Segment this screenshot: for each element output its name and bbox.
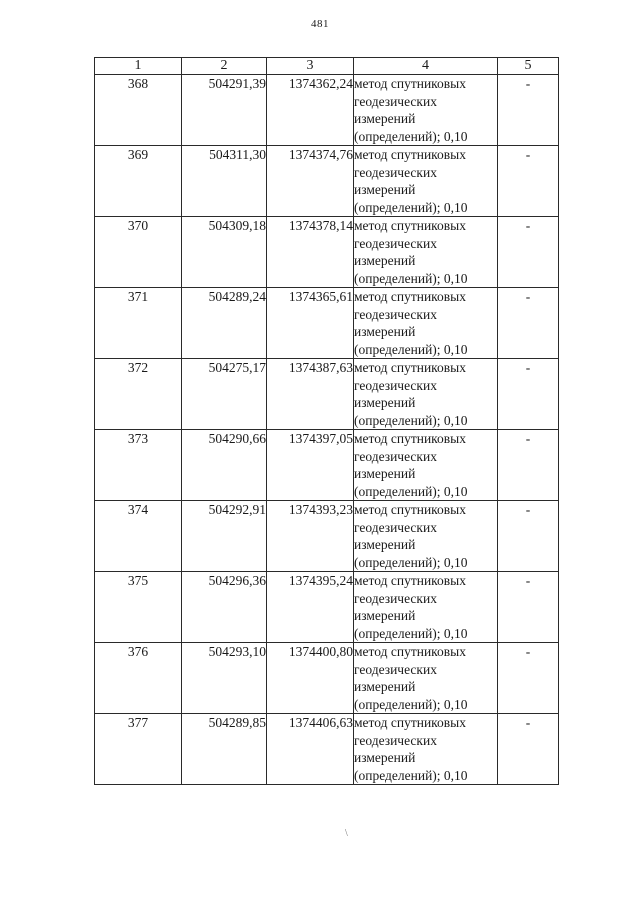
- point-number-cell: 376: [95, 643, 182, 714]
- y-coordinate-cell: 1374400,80: [267, 643, 354, 714]
- x-coordinate-cell: 504291,39: [182, 75, 267, 146]
- y-coordinate-cell: 1374365,61: [267, 288, 354, 359]
- method-cell: метод спутниковых геодезических измерений (определений); 0,10: [354, 714, 498, 785]
- table-row: [95, 359, 559, 430]
- point-number-cell: 371: [95, 288, 182, 359]
- point-number-cell: 372: [95, 359, 182, 430]
- note-cell: -: [498, 288, 559, 359]
- column-header-2: 2: [182, 58, 267, 75]
- table-row: [95, 643, 559, 714]
- table-row: [95, 75, 559, 146]
- x-coordinate-cell: 504309,18: [182, 217, 267, 288]
- point-number-cell: 377: [95, 714, 182, 785]
- table-row: [95, 572, 559, 643]
- method-cell: метод спутниковых геодезических измерений (определений); 0,10: [354, 146, 498, 217]
- note-cell: -: [498, 714, 559, 785]
- y-coordinate-cell: 1374374,76: [267, 146, 354, 217]
- y-coordinate-cell: 1374362,24: [267, 75, 354, 146]
- column-header-3: 3: [267, 58, 354, 75]
- method-cell: метод спутниковых геодезических измерений (определений); 0,10: [354, 359, 498, 430]
- point-number-cell: 370: [95, 217, 182, 288]
- x-coordinate-cell: 504292,91: [182, 501, 267, 572]
- note-cell: -: [498, 501, 559, 572]
- point-number-cell: 374: [95, 501, 182, 572]
- note-cell: -: [498, 643, 559, 714]
- x-coordinate-cell: 504289,85: [182, 714, 267, 785]
- y-coordinate-cell: 1374393,23: [267, 501, 354, 572]
- point-number-cell: 373: [95, 430, 182, 501]
- table-row: [95, 146, 559, 217]
- x-coordinate-cell: 504311,30: [182, 146, 267, 217]
- note-cell: -: [498, 146, 559, 217]
- method-cell: метод спутниковых геодезических измерений (определений); 0,10: [354, 501, 498, 572]
- note-cell: -: [498, 430, 559, 501]
- point-number-cell: 375: [95, 572, 182, 643]
- table-row: [95, 430, 559, 501]
- y-coordinate-cell: 1374378,14: [267, 217, 354, 288]
- column-header-4: 4: [354, 58, 498, 75]
- note-cell: -: [498, 572, 559, 643]
- table-row: [95, 501, 559, 572]
- y-coordinate-cell: 1374397,05: [267, 430, 354, 501]
- column-header-5: 5: [498, 58, 559, 75]
- point-number-cell: 369: [95, 146, 182, 217]
- point-number-cell: 368: [95, 75, 182, 146]
- y-coordinate-cell: 1374395,24: [267, 572, 354, 643]
- coordinates-table: [94, 57, 559, 785]
- note-cell: -: [498, 75, 559, 146]
- x-coordinate-cell: 504289,24: [182, 288, 267, 359]
- x-coordinate-cell: 504296,36: [182, 572, 267, 643]
- table-header-row: [95, 58, 559, 75]
- y-coordinate-cell: 1374387,63: [267, 359, 354, 430]
- x-coordinate-cell: 504290,66: [182, 430, 267, 501]
- method-cell: метод спутниковых геодезических измерений (определений); 0,10: [354, 288, 498, 359]
- page-number: 481: [311, 18, 329, 30]
- table-row: [95, 714, 559, 785]
- method-cell: метод спутниковых геодезических измерений (определений); 0,10: [354, 217, 498, 288]
- footer-mark: \: [345, 828, 348, 839]
- x-coordinate-cell: 504275,17: [182, 359, 267, 430]
- column-header-1: 1: [95, 58, 182, 75]
- table-row: [95, 288, 559, 359]
- method-cell: метод спутниковых геодезических измерений (определений); 0,10: [354, 643, 498, 714]
- method-cell: метод спутниковых геодезических измерений (определений); 0,10: [354, 430, 498, 501]
- table-row: [95, 217, 559, 288]
- method-cell: метод спутниковых геодезических измерений (определений); 0,10: [354, 572, 498, 643]
- note-cell: -: [498, 217, 559, 288]
- x-coordinate-cell: 504293,10: [182, 643, 267, 714]
- y-coordinate-cell: 1374406,63: [267, 714, 354, 785]
- method-cell: метод спутниковых геодезических измерений (определений); 0,10: [354, 75, 498, 146]
- note-cell: -: [498, 359, 559, 430]
